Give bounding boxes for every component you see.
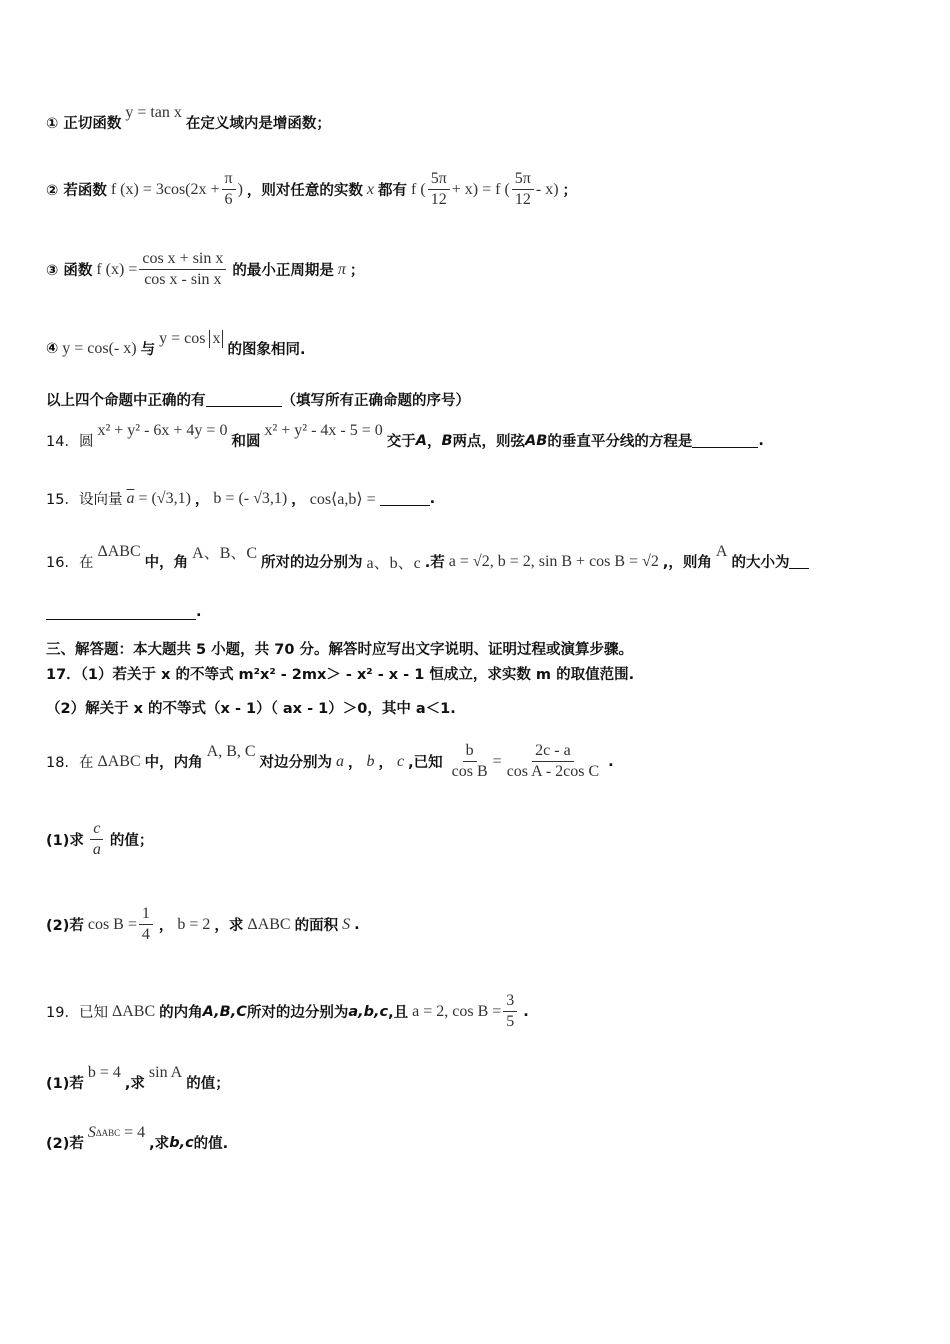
numerator: 5π	[428, 170, 450, 190]
formula-vector-a	[126, 490, 190, 508]
fraction-c-a	[88, 820, 106, 859]
formula-ratio	[447, 742, 604, 781]
punctuation: .	[608, 753, 614, 770]
question-17-part-1	[46, 663, 910, 684]
proposition-2-label: ② 若函数	[46, 183, 107, 199]
numerator: 1	[139, 905, 153, 925]
question-16-text: 所对的边分别为	[261, 555, 363, 571]
numerator: cos x + sin x	[139, 250, 226, 270]
question-14-text: 交于	[386, 434, 416, 450]
proposition-3	[46, 250, 910, 289]
formula-sina: sin A	[148, 1063, 183, 1081]
proposition-2	[46, 170, 910, 209]
answer-blank[interactable]	[206, 392, 282, 407]
proposition-2-text: ，则对任意的实数	[246, 183, 363, 199]
question-18-number: 18．在	[46, 755, 94, 771]
chord-ab: AB	[525, 432, 548, 449]
side-b: b	[366, 752, 375, 770]
formula-f-ratio	[96, 250, 228, 289]
denominator: a	[92, 841, 101, 858]
absolute-value: x	[209, 330, 223, 348]
question-14-number: 14．圆	[46, 434, 94, 450]
question-16-text: 的大小为	[731, 555, 790, 571]
punctuation: .	[354, 916, 360, 933]
question-18-text: 的值；	[109, 833, 154, 849]
fraction-5pi-12	[428, 170, 450, 209]
question-19-part-1	[46, 1063, 910, 1093]
proposition-2-text: 都有	[378, 183, 408, 199]
punctuation: .	[758, 432, 764, 449]
question-18-part-2: (2)若 cos B = $\frac{1}{4}$ ， b = 2 ，求 ΔABC 的面积 S .	[46, 905, 360, 943]
formula-condition	[412, 992, 519, 1031]
triangle-abc: ΔABC	[111, 1002, 156, 1020]
denominator: cos x - sin x	[144, 271, 222, 288]
triangle-abc: ΔABC	[247, 915, 291, 933]
question-13-summary	[46, 389, 910, 410]
section-3-heading	[46, 638, 910, 659]
formula-tan: y = tan x	[125, 103, 182, 121]
part-label: (2)若	[46, 1136, 84, 1152]
formula-circle-1: x² + y² - 6x + 4y = 0	[97, 421, 228, 439]
summary-text: 以上四个命题中正确的有	[46, 393, 206, 409]
area-s: S	[87, 1123, 96, 1141]
angle-a: A	[715, 542, 728, 560]
formula-part: + x) = f (	[451, 180, 510, 198]
numerator: b	[463, 742, 477, 762]
question-17-text: （2）解关于 x 的不等式（x ‐ 1）（ ax ‐ 1）＞0，其中 a＜1.	[46, 701, 456, 717]
angles-abc: A, B, C	[206, 742, 256, 760]
numerator: π	[222, 170, 236, 190]
question-19-part-2	[46, 1123, 910, 1153]
question-19-text: 的值.	[193, 1136, 229, 1152]
formula-part: f (	[411, 180, 426, 198]
fraction-cos-sin	[139, 250, 226, 289]
vector-a-value: = (√3,1)	[138, 489, 191, 507]
denominator: cos B	[451, 763, 488, 780]
proposition-1-text: 在定义域内是增函数；	[185, 116, 331, 132]
question-19-text: 所对的边分别为	[246, 1005, 349, 1021]
formula-part: f (x) = 3cos(2x +	[110, 180, 220, 198]
punctuation: ；	[562, 183, 578, 199]
question-19-text: ,求	[149, 1136, 170, 1152]
denominator: 12	[514, 191, 531, 208]
question-16-number: 16．在	[46, 555, 94, 571]
punctuation: ；	[349, 263, 365, 279]
proposition-3-text: 的最小正周期是	[232, 263, 334, 279]
side-a: a	[336, 752, 345, 770]
formula-part: - x)	[535, 180, 559, 198]
formula-f-cos	[111, 170, 243, 209]
punctuation: ，	[194, 492, 210, 508]
question-19-text: ,求	[124, 1076, 145, 1092]
formula-area	[88, 1124, 145, 1142]
fraction-2c-a	[504, 742, 602, 781]
proposition-1-label: ① 正切函数	[46, 116, 122, 132]
formula-part: = 4	[124, 1123, 146, 1141]
triangle-abc: ΔABC	[97, 752, 141, 770]
symbol-pi: π	[337, 260, 346, 278]
part-label: (1)求	[46, 833, 84, 849]
question-18-text: ,已知	[408, 755, 443, 771]
var-x: x	[366, 180, 375, 198]
question-18: 18．在 ΔABC 中，内角 A, B, C 对边分别为 a ， b ， c ,已知 $\frac{b}{\text{cos B}}$ = $\frac{2c - a}{\text{cos A - 2cos C}}$ .	[46, 742, 614, 780]
question-18-part-1	[46, 820, 910, 859]
formula-condition: a = √2, b = 2, sin B + cos B = √2	[448, 552, 659, 570]
fraction-pi-6	[222, 170, 236, 209]
angles-abc: A,B,C	[202, 1003, 247, 1020]
answer-blank[interactable]	[46, 605, 196, 620]
part-label: (1)若	[46, 1076, 84, 1092]
question-16-text: .若	[424, 555, 445, 571]
proposition-3-label: ③ 函数	[46, 263, 93, 279]
question-14-text: 两点，则弦	[452, 434, 526, 450]
question-14-text: 和圆	[231, 434, 261, 450]
question-19-text: 的值；	[186, 1076, 230, 1092]
denominator: cos A - 2cos C	[506, 763, 600, 780]
question-15	[46, 488, 910, 509]
fraction-b-cosb	[449, 742, 491, 781]
sides-bc: b,c	[169, 1134, 194, 1151]
question-17-part-2	[46, 697, 910, 718]
proposition-4-text: 与	[140, 342, 156, 358]
formula-part: f (x) =	[96, 260, 138, 278]
numerator: 5π	[512, 170, 534, 190]
equals: =	[492, 752, 502, 770]
formula-symmetry	[411, 170, 559, 209]
answer-blank[interactable]	[380, 491, 430, 506]
question-14-text: 的垂直平分线的方程是	[547, 434, 693, 450]
question-17-text: 17．（1）若关于 x 的不等式 m²x² ‐ 2mx＞ ‐ x² ‐ x ‐ 1 恒成立，求实数 m 的取值范围.	[46, 667, 635, 683]
sides-abc: a、b、c	[366, 555, 421, 572]
vector-a: $\overline{a}$	[126, 489, 135, 507]
formula-cosb	[88, 905, 155, 944]
formula-part: y = cos	[159, 329, 206, 347]
formula-b: b = 4	[87, 1063, 121, 1081]
formula-cos-abs	[159, 330, 223, 348]
answer-blank[interactable]	[789, 554, 809, 569]
denominator: 6	[224, 191, 233, 208]
question-16-continued	[46, 604, 910, 620]
punctuation: .	[429, 490, 436, 507]
side-c: c	[397, 752, 405, 770]
formula-part: a = 2, cos B =	[412, 1002, 502, 1020]
proposition-4	[46, 329, 910, 359]
point-b: B	[441, 432, 453, 449]
numerator: c	[90, 820, 103, 840]
denominator: 4	[141, 926, 150, 943]
punctuation: .	[196, 604, 202, 620]
question-19-number: 19．已知	[46, 1005, 108, 1021]
proposition-4-label: ④	[46, 340, 59, 357]
proposition-4-text: 的图象相同.	[227, 342, 306, 358]
punctuation: .	[523, 1003, 529, 1020]
formula-b: b = 2	[177, 915, 211, 933]
angles-abc: A、B、C	[192, 545, 258, 562]
formula-cos-angle: cos⟨a,b⟩ =	[309, 490, 376, 508]
formula-circle-2: x² + y² - 4x - 5 = 0	[264, 421, 383, 439]
area-subscript: ΔABC	[95, 1127, 121, 1138]
question-18-text: 的面积	[294, 918, 339, 934]
denominator: 12	[430, 191, 447, 208]
denominator: 5	[506, 1013, 515, 1030]
numerator: 2c - a	[532, 742, 574, 762]
part-label: (2)若	[46, 918, 84, 934]
question-18-text: 中，内角	[144, 755, 203, 771]
proposition-1	[46, 103, 910, 133]
point-a: A	[415, 432, 427, 449]
summary-note: （填写所有正确命题的序号）	[281, 393, 470, 409]
answer-blank[interactable]	[692, 433, 758, 448]
punctuation: ，	[291, 492, 306, 508]
question-16	[46, 542, 910, 573]
question-18-text: 对边分别为	[259, 755, 333, 771]
question-19-text: 的内角	[159, 1005, 203, 1021]
question-15-number: 15．设向量	[46, 492, 123, 508]
section-title: 三、解答题：本大题共 5 小题，共 70 分。解答时应写出文字说明、证明过程或演算步骤。	[46, 642, 633, 658]
sides-abc: a,b,c	[348, 1003, 389, 1020]
question-14	[46, 421, 910, 451]
question-19-text: ,且	[388, 1005, 409, 1021]
question-16-text: 中，角	[144, 555, 189, 571]
question-19	[46, 992, 910, 1031]
area-s: S	[342, 915, 351, 933]
triangle-abc: ΔABC	[97, 542, 141, 560]
question-16-text: ,，则角	[662, 555, 712, 571]
fraction-5pi-12	[512, 170, 534, 209]
formula-part: )	[237, 180, 243, 198]
formula-cos-neg: y = cos(- x)	[62, 339, 137, 357]
formula-part: cos B =	[87, 915, 137, 933]
question-18-text: ，求	[214, 918, 244, 934]
numerator: 3	[503, 992, 517, 1012]
formula-vector-b: b = (- √3,1)	[213, 489, 288, 507]
punctuation: ，	[426, 434, 442, 450]
